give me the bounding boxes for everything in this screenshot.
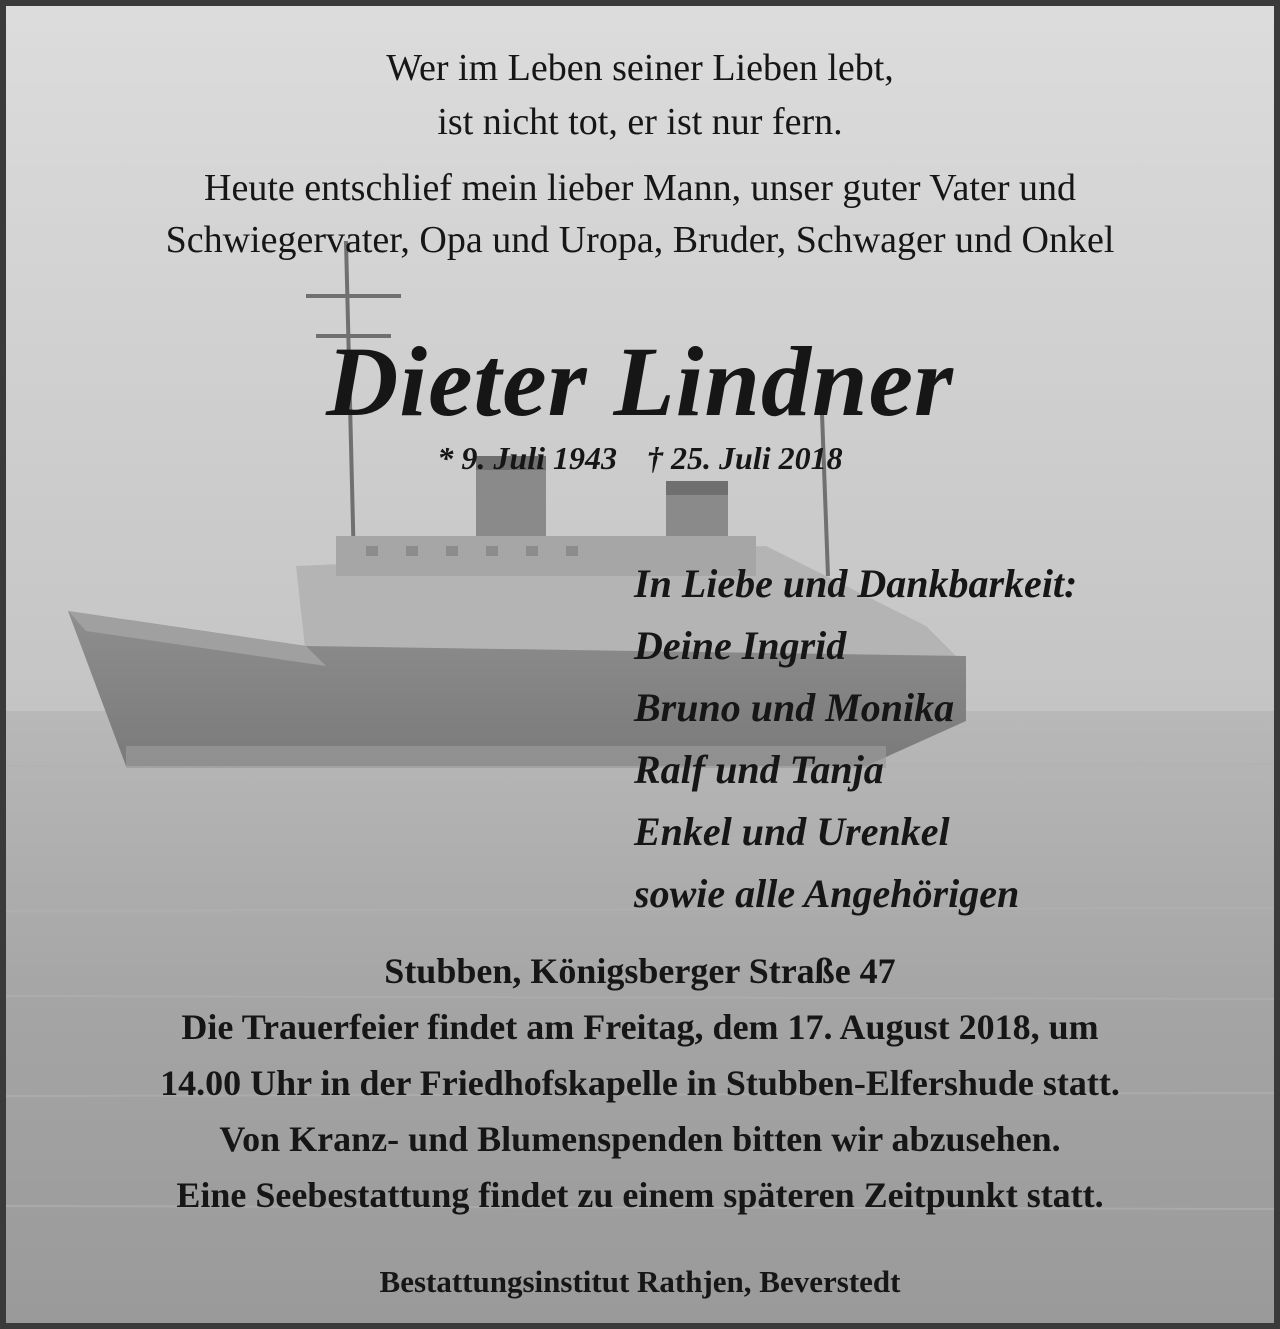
mourner-name: Bruno und Monika [634,685,955,730]
mourner-name: sowie alle Angehörigen [634,871,1020,916]
quote-line-1: Wer im Leben seiner Lieben lebt, [386,47,894,89]
birth-date: * 9. Juli 1943 [437,440,617,476]
flower-note-line: Von Kranz- und Blumenspenden bitten wir abzusehen. [219,1119,1061,1159]
sea-burial-line: Eine Seebestattung findet zu einem späteren Zeitpunkt statt. [176,1175,1104,1215]
mourners-heading: In Liebe und Dankbarkeit: [634,561,1078,606]
mourners-list [634,558,1234,930]
mourner-name: Deine Ingrid [634,623,847,668]
funeral-info-line: Die Trauerfeier findet am Freitag, dem 17. August 2018, um [181,1007,1099,1047]
mourner-name: Ralf und Tanja [634,747,884,792]
intro-line-2: Schwiegervater, Opa und Uropa, Bruder, Schwager und Onkel [165,219,1115,261]
undertaker-name: Bestattungsinstitut Rathjen, Beverstedt [379,1264,901,1299]
intro-line-1: Heute entschlief mein lieber Mann, unser guter Vater und [204,167,1076,209]
death-date: † 25. Juli 2018 [647,440,843,476]
obituary-notice [6,6,1274,1323]
funeral-info-line: 14.00 Uhr in der Friedhofskapelle in Stubben-Elfershude statt. [160,1063,1120,1103]
mourner-name: Enkel und Urenkel [634,809,950,854]
deceased-name: Dieter Lindner [326,326,954,437]
address-line: Stubben, Königsberger Straße 47 [384,951,896,991]
quote-line-2: ist nicht tot, er ist nur fern. [437,101,843,143]
life-dates [6,440,1274,477]
